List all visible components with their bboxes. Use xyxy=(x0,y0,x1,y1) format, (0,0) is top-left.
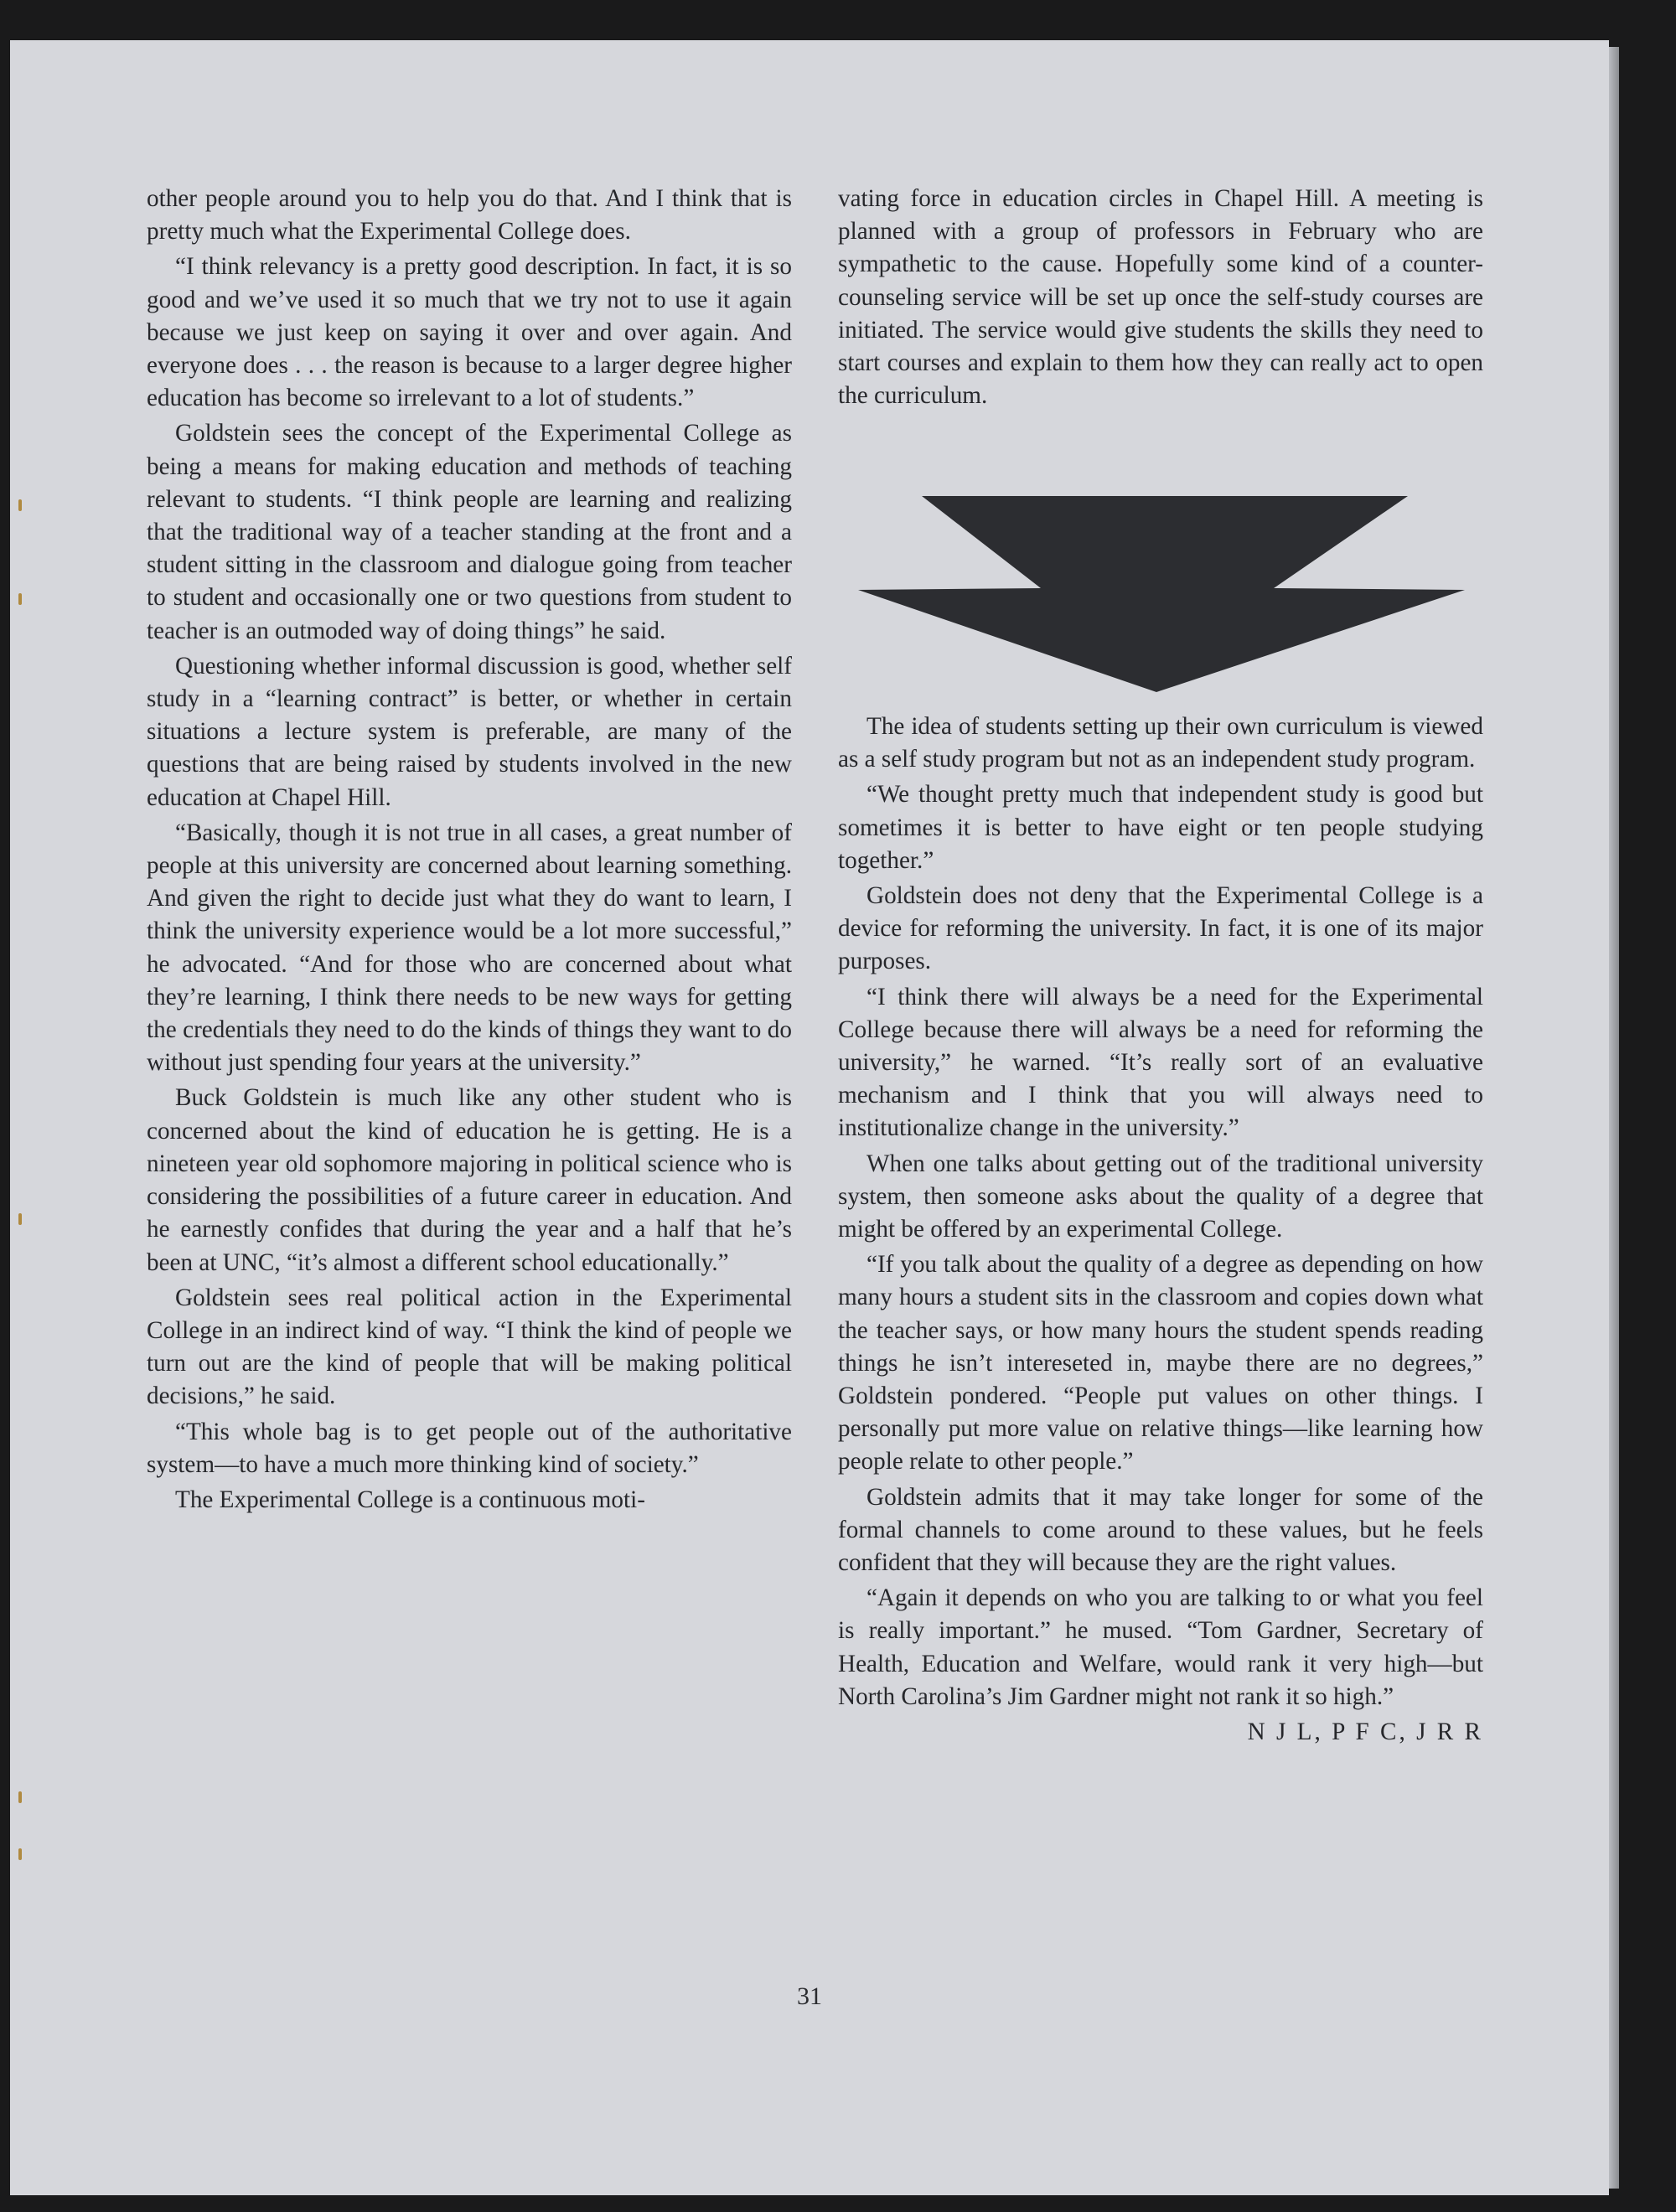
paragraph: Goldstein admits that it may take longer for some of the formal channels to come around to these values, but he feels confident that they will because they are the right values. xyxy=(838,1483,1483,1577)
paragraph: Goldstein sees the concept of the Experimental College as being a means for making education and methods of teaching relevant to students. “I think people are learning and realizing that the traditional way of a teacher standing at the front and a student sitting in the classroom and dialogue going from teacher to student and occasionally one or two questions from student to teacher is an outmoded way of doing things” he said. xyxy=(147,420,792,644)
paragraph: The Experimental College is a continuous moti- xyxy=(175,1486,645,1513)
paragraph: Buck Goldstein is much like any other student who is concerned about the kind of education he is getting. He is a nineteen year old sophomore majoring in political science who is considering the possibilities of a future career in education. And he earnestly confides that during the year and a half that he’s been at UNC, “it’s almost a different school educationally.” xyxy=(147,1084,792,1276)
paragraph: When one talks about getting out of the traditional university system, then someone asks about the quality of a degree that might be offered by an experimental College. xyxy=(838,1150,1483,1243)
right-column-bottom xyxy=(838,711,1483,1749)
binding-mark xyxy=(18,593,22,605)
paragraph: Goldstein sees real political action in the Experimental College in an indirect kind of way. “I think the kind of people we turn out are the kind of people that will be making political decisions,” he said. xyxy=(147,1284,792,1410)
binding-mark xyxy=(18,1791,22,1803)
downward-arrow-ornament xyxy=(848,489,1477,699)
paragraph: other people around you to help you do that. And I think that is pretty much what the Experimental College does. xyxy=(147,185,792,245)
right-column-top xyxy=(838,183,1483,415)
paragraph: “We thought pretty much that independent study is good but sometimes it is better to have eight or ten people studying together.” xyxy=(838,781,1483,874)
paragraph: “Again it depends on who you are talking to or what you feel is really important.” he mused. “Tom Gardner, Secretary of Health, Education and Welfare, would rank it very high—but North Carolina’s Jim Gardner might not rank it so high.” xyxy=(838,1584,1483,1710)
paragraph: “If you talk about the quality of a degree as depending on how many hours a student sits in the classroom and copies down what the teacher says, or how many hours the student spends reading things he isn’t intereseted in, maybe there are no degrees,” Goldstein pondered. “People put values on other things. I personally put more value on relative things—like learning how people relate to other people.” xyxy=(838,1251,1483,1476)
magazine-page xyxy=(10,40,1609,2195)
paragraph: Questioning whether informal discussion is good, whether self study in a “learning contract” is better, or whether in certain situations a lecture system is preferable, are many of the questions that are being raised by students involved in the new education at Chapel Hill. xyxy=(147,652,792,811)
binding-mark xyxy=(18,1213,22,1225)
paragraph: vating force in education circles in Chapel Hill. A meeting is planned with a group of professors in February who are sympathetic to the cause. Hopefully some kind of a counter-counseling service will be set up once the self-study courses are initiated. The service would give students the skills they need to start courses and explain to them how they can really act to open the curriculum. xyxy=(838,185,1483,410)
page-edge xyxy=(1609,47,1619,2189)
paragraph: “I think relevancy is a pretty good description. In fact, it is so good and we’ve used it so much that we try not to use it again because we just keep on saying it over and over again. And everyone does . . . the reason is because to a larger degree higher education has become so irrelevant to a lot of students.” xyxy=(147,253,792,412)
paragraph: Goldstein does not deny that the Experimental College is a device for reforming the university. In fact, it is one of its major purposes. xyxy=(838,882,1483,975)
page-number: 31 xyxy=(797,1982,822,2010)
binding-mark xyxy=(18,499,22,511)
binding-mark xyxy=(18,1848,22,1860)
left-column xyxy=(147,183,792,1519)
author-initials: N J L, P F C, J R R xyxy=(1247,1718,1483,1746)
paragraph: The idea of students setting up their own curriculum is viewed as a self study program but not as an independent study program. xyxy=(838,713,1483,773)
paragraph: “This whole bag is to get people out of the authoritative system—to have a much more thinking kind of society.” xyxy=(147,1418,792,1478)
arrow-shape xyxy=(858,496,1465,692)
paragraph: “Basically, though it is not true in all cases, a great number of people at this university are concerned about learning something. And given the right to decide just what they do want to learn, I think the university experience would be a lot more successful,” he advocated. “And for those who are concerned about what they’re learning, I think there needs to be new ways for getting the credentials they need to do the kinds of things they want to do without just spending four years at the university.” xyxy=(147,819,792,1077)
paragraph: “I think there will always be a need for the Experimental College because there will always be a need for reforming the university,” he warned. “It’s really sort of an evaluative mechanism and I think that you will always need to institutionalize change in the university.” xyxy=(838,983,1483,1142)
